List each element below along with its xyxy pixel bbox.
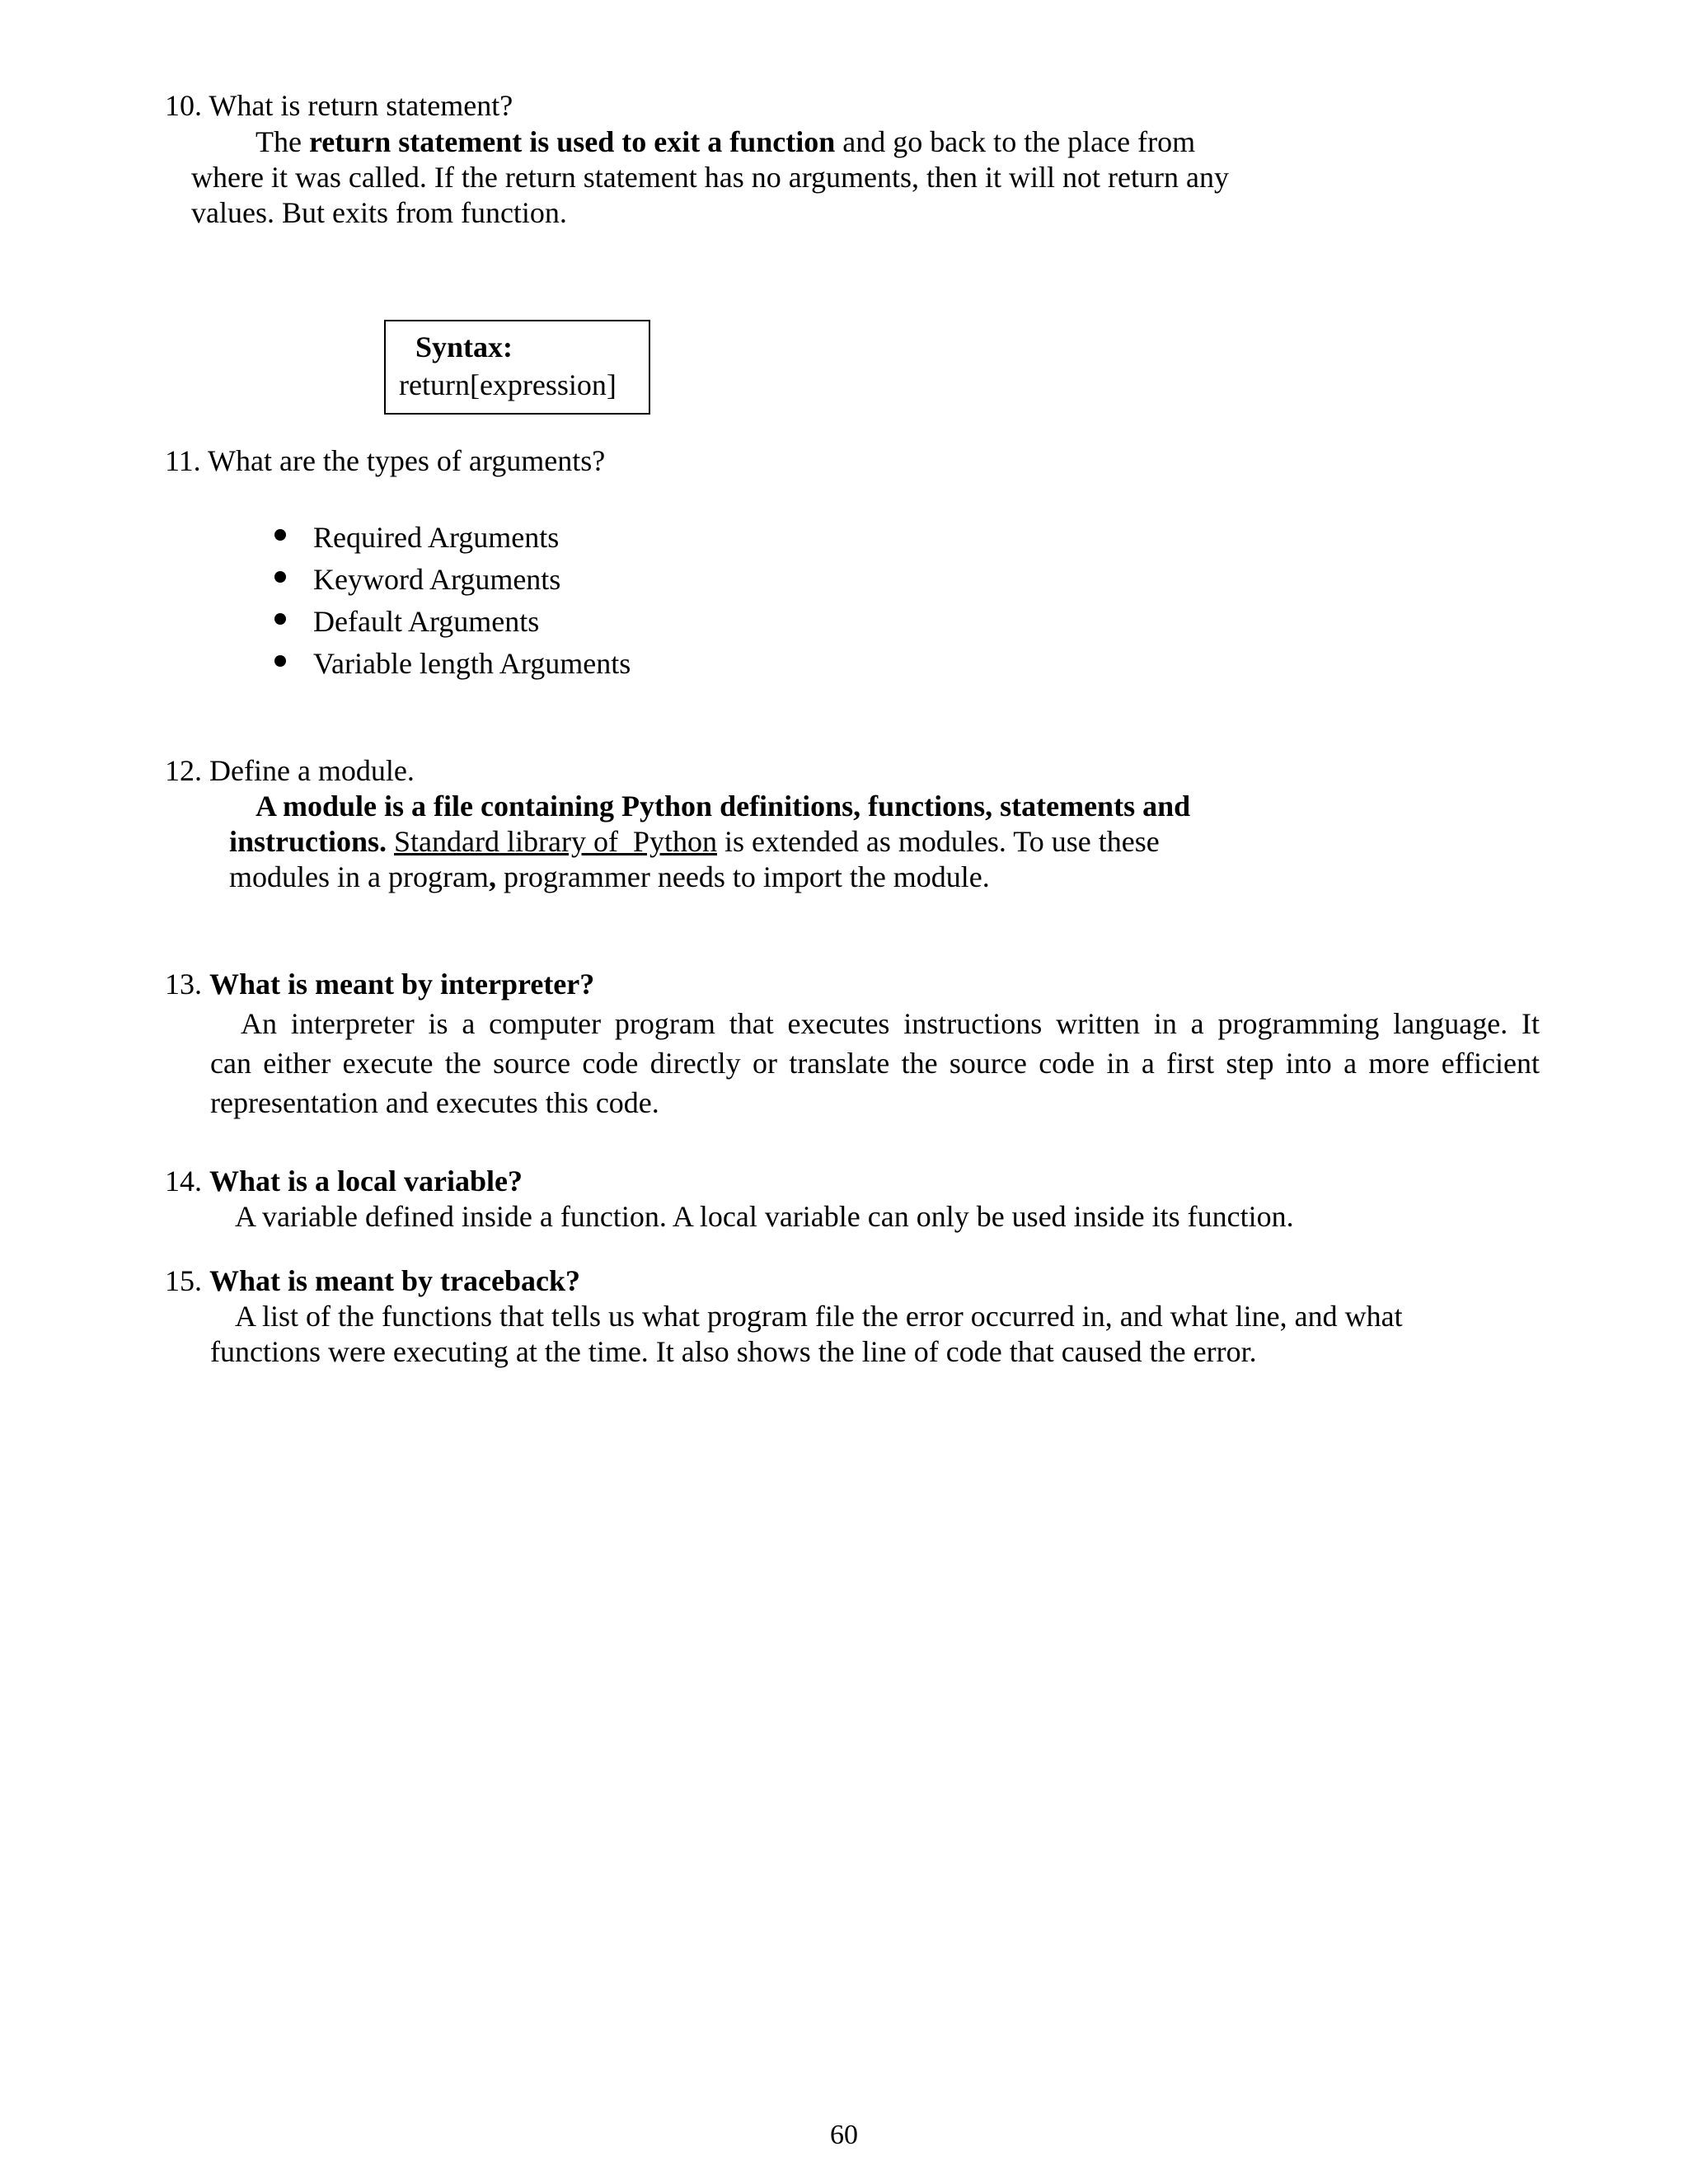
answer-line: A variable defined inside a function. A local variable can only be used inside its function. xyxy=(235,1200,1294,1233)
answer-bold-text: return statement is used to exit a function xyxy=(308,125,836,158)
question-text: What is a local variable? xyxy=(209,1165,523,1197)
syntax-box xyxy=(384,320,650,415)
answer-text: is extended as modules. To use these xyxy=(716,825,1160,858)
list-item: Required Arguments xyxy=(313,521,560,554)
answer-line: representation and executes this code. xyxy=(210,1086,659,1119)
question-14-heading xyxy=(165,1166,523,1196)
answer-line xyxy=(229,862,990,892)
answer-line: A list of the functions that tells us what program file the error occurred in, and what line, and what xyxy=(235,1300,1403,1333)
list-item: Variable length Arguments xyxy=(313,647,631,680)
question-text: What is meant by interpreter? xyxy=(209,968,595,1001)
question-text: What is meant by traceback? xyxy=(209,1264,580,1297)
answer-line xyxy=(256,127,1195,157)
question-text: Define a module. xyxy=(209,754,415,787)
answer-line: A module is a file containing Python definitions, functions, statements and xyxy=(256,790,1191,823)
bullet-icon xyxy=(274,613,286,625)
question-11-heading xyxy=(165,446,605,476)
question-number: 13. xyxy=(165,968,202,1001)
question-10-heading xyxy=(165,91,513,120)
question-number: 15. xyxy=(165,1264,202,1297)
page-number: 60 xyxy=(830,2120,858,2150)
question-13-heading xyxy=(165,969,594,999)
bullet-icon xyxy=(274,571,286,583)
list-item: Default Arguments xyxy=(313,605,540,638)
question-number: 14. xyxy=(165,1165,202,1197)
answer-line: values. But exits from function. xyxy=(191,196,567,229)
answer-line: functions were executing at the time. It also shows the line of code that caused the error. xyxy=(210,1335,1257,1368)
answer-line: An interpreter is a computer program that executes instructions written in a programming language. It xyxy=(241,1007,1540,1040)
bullet-icon xyxy=(274,529,286,541)
question-number: 10. xyxy=(165,89,202,122)
answer-bold-text: instructions. xyxy=(229,825,387,858)
answer-text: modules in a program xyxy=(229,860,489,893)
answer-text: and go back to the place from xyxy=(835,125,1196,158)
answer-text: programmer needs to import the module. xyxy=(495,860,990,893)
question-12-heading xyxy=(165,756,415,785)
list-item: Keyword Arguments xyxy=(313,563,561,596)
syntax-expression: return[expression] xyxy=(399,368,617,401)
bullet-icon xyxy=(274,655,286,667)
standard-library-text: Standard library of Python xyxy=(394,825,717,858)
question-number: 12. xyxy=(165,754,202,787)
answer-bold-text: , xyxy=(488,860,496,893)
question-text: What are the types of arguments? xyxy=(208,444,606,477)
answer-text: The xyxy=(256,125,309,158)
answer-line: where it was called. If the return statement has no arguments, then it will not return any xyxy=(191,161,1229,194)
answer-line xyxy=(229,827,1160,856)
question-15-heading xyxy=(165,1266,580,1296)
question-text: What is return statement? xyxy=(209,89,513,122)
question-number: 11. xyxy=(165,444,201,477)
answer-line: can either execute the source code directly or translate the source code in a first step into a more efficient xyxy=(210,1047,1540,1080)
syntax-title: Syntax: xyxy=(415,330,513,363)
